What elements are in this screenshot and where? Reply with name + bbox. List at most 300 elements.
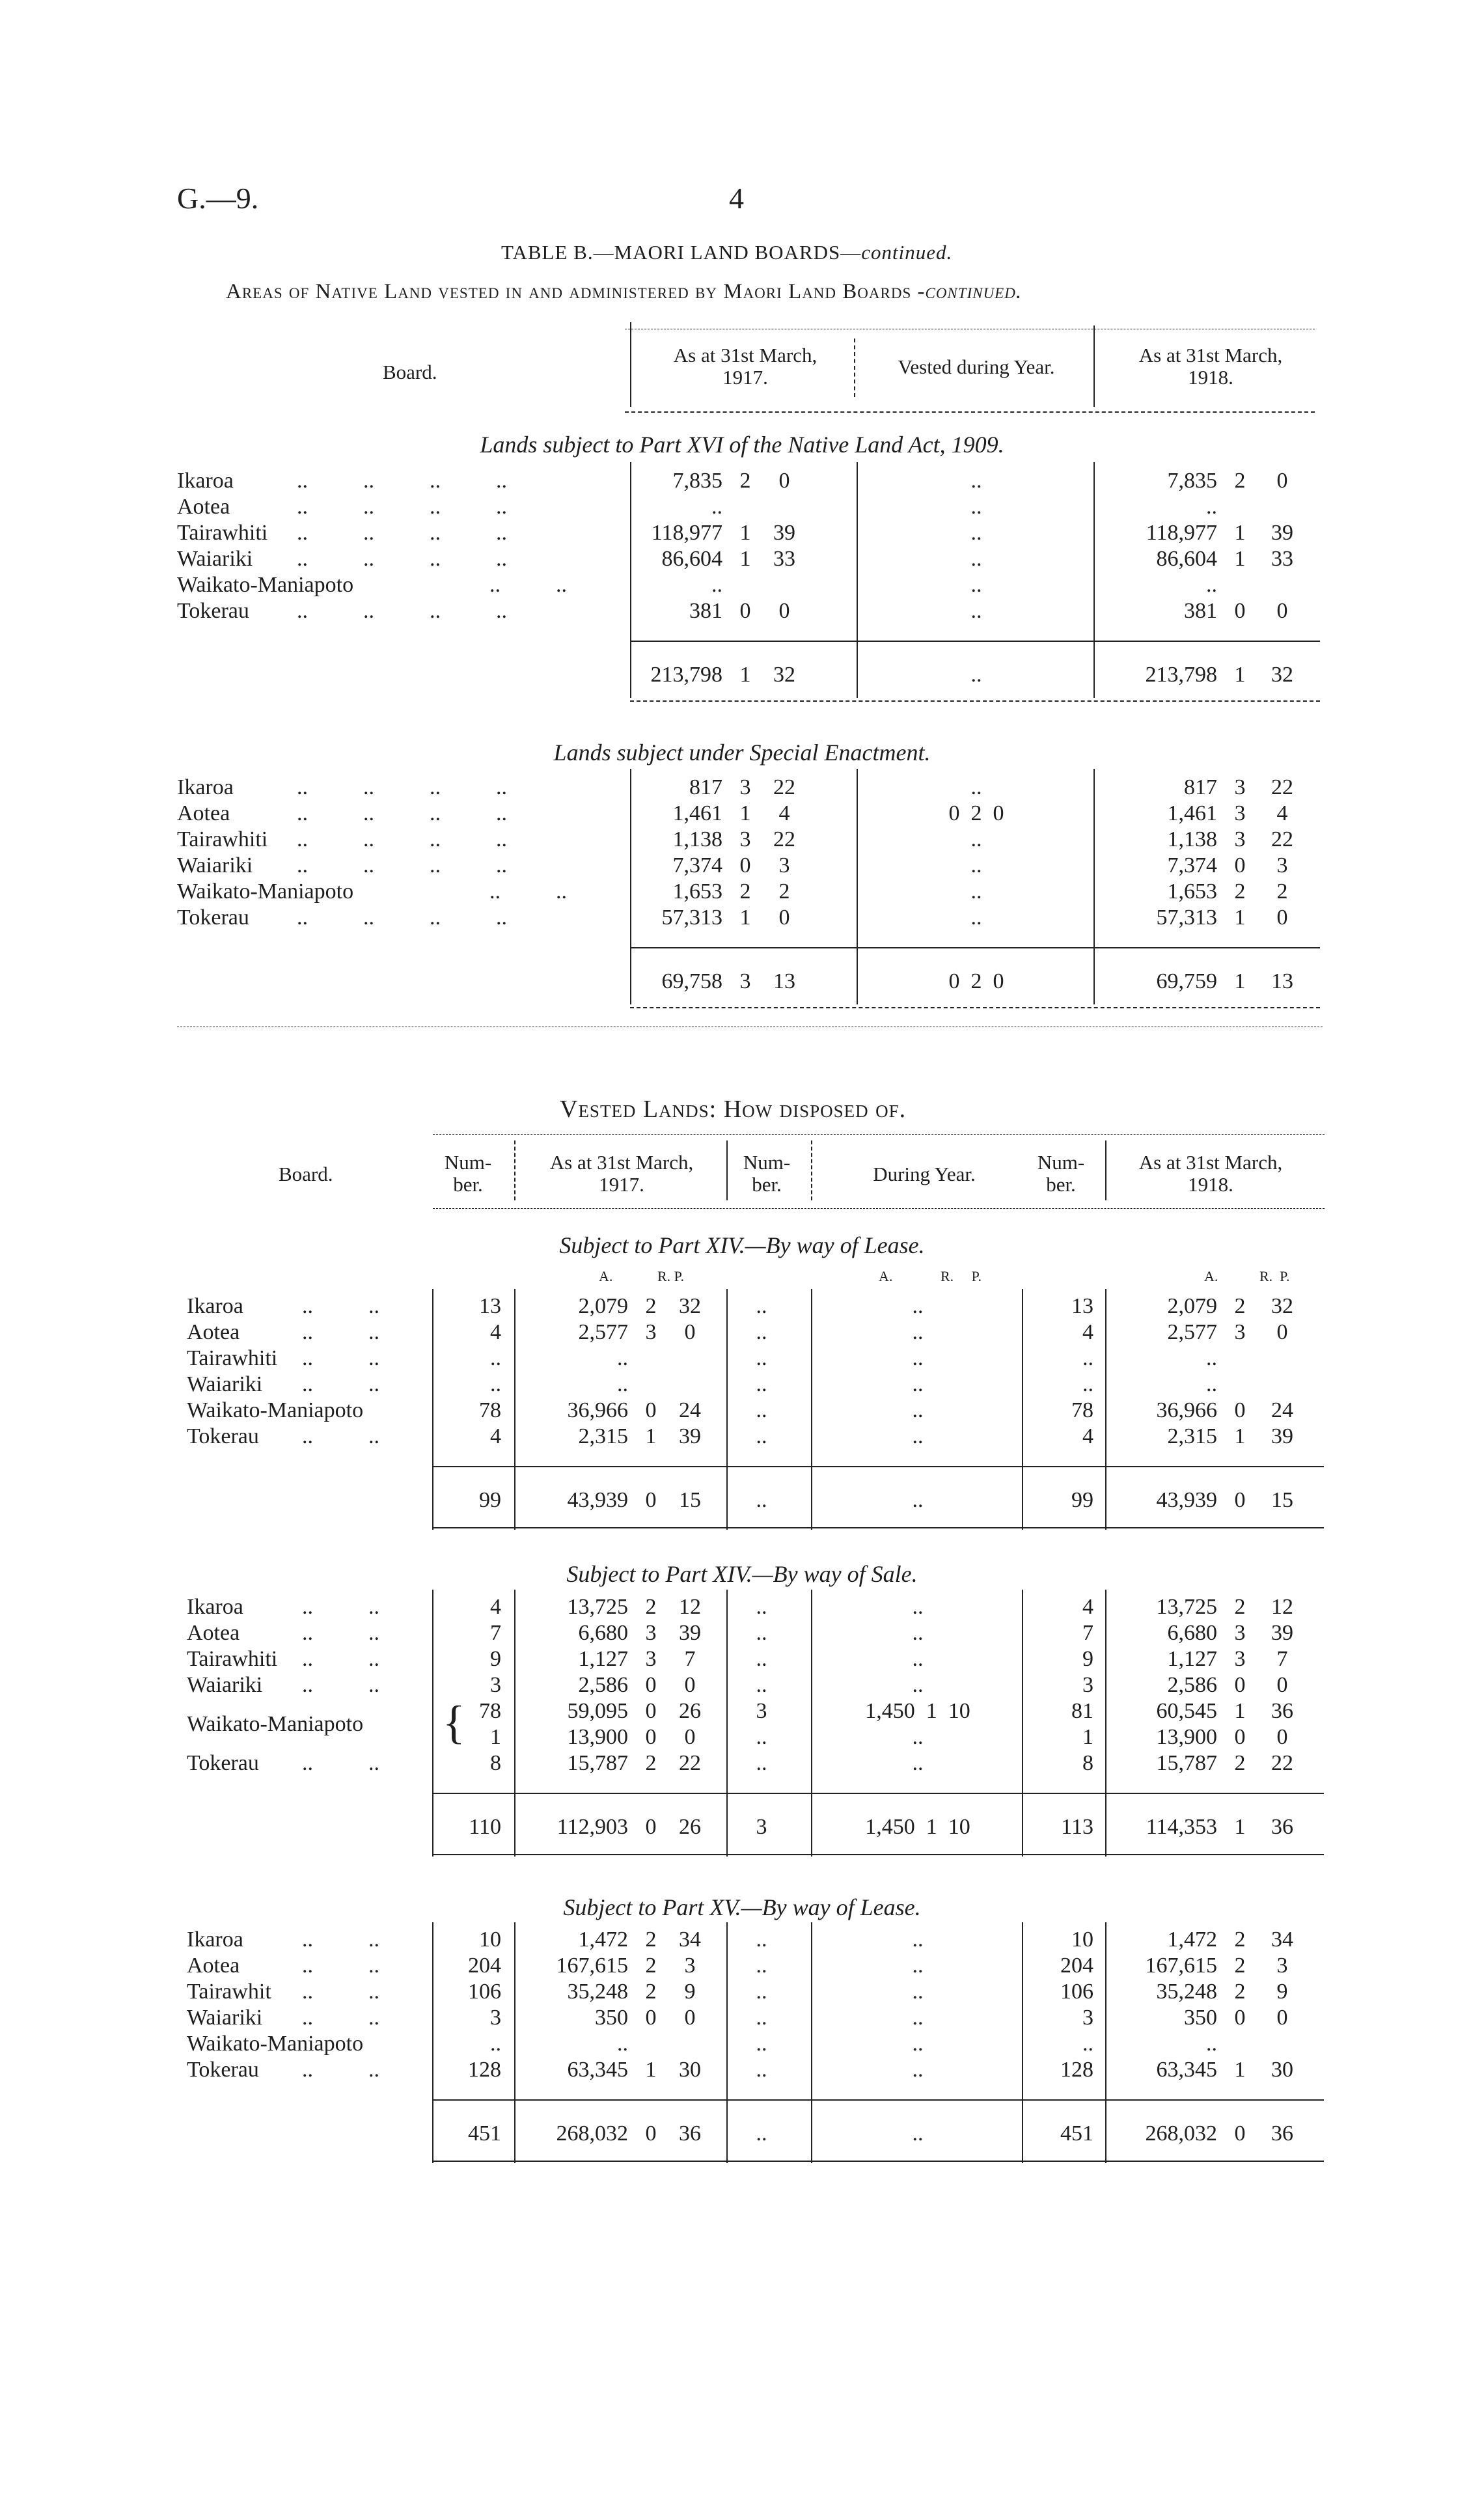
- total-roods-1918: 1: [1234, 969, 1246, 993]
- leader-dots: .. .. .. ..: [297, 827, 507, 851]
- header-board: Board.: [383, 361, 437, 383]
- unit-acres: A.: [599, 1268, 613, 1284]
- total-acres-1918: 268,032: [1145, 2121, 1217, 2146]
- perches-1918: 0: [1276, 1320, 1288, 1344]
- perches-1918: 30: [1271, 2058, 1293, 2082]
- leader-dots: .. ..: [302, 2006, 379, 2030]
- total-area-during-year: ..: [912, 2121, 924, 2146]
- number-1918: 3: [1082, 2006, 1093, 2030]
- total-acres-1917: 69,758: [661, 969, 722, 993]
- roods-1917: 2: [645, 1980, 657, 2004]
- leader-dots: .. .. .. ..: [297, 775, 507, 799]
- perches-1918: 0: [1276, 469, 1288, 493]
- total-rule: [432, 1793, 1324, 1794]
- perches-1917: 33: [773, 547, 795, 571]
- col-divider: [514, 1289, 515, 1530]
- board-name: Waiariki: [177, 547, 253, 571]
- number-1918: 9: [1082, 1647, 1093, 1671]
- perches-1918: 0: [1276, 905, 1288, 930]
- acres-1917: ..: [711, 495, 722, 519]
- perches-1917: 22: [679, 1751, 701, 1775]
- acres-1917: 2,079: [578, 1294, 628, 1318]
- perches-1917: 39: [773, 521, 795, 545]
- perches-1918: 0: [1276, 1725, 1288, 1749]
- area-during-year: ..: [912, 1954, 924, 1978]
- roods-1917: 0: [645, 1673, 657, 1697]
- roods-1917: 1: [739, 547, 751, 571]
- acres-1917: 167,615: [556, 1954, 628, 1978]
- number-during-year: ..: [756, 1595, 767, 1619]
- perches-1917: 0: [684, 1725, 696, 1749]
- acres-1917: 817: [689, 775, 722, 799]
- area-during-year: ..: [912, 1346, 924, 1370]
- total-rule: [432, 1466, 1324, 1467]
- roods-1917: 2: [739, 879, 751, 904]
- roods-1918: 0: [1234, 853, 1246, 877]
- acres-1918: 57,313: [1156, 905, 1217, 930]
- perches-1918: 39: [1271, 521, 1293, 545]
- board-name: Ikaroa: [187, 1595, 243, 1619]
- board-name: Ikaroa: [187, 1927, 243, 1952]
- leader-dots: .. ..: [302, 1673, 379, 1697]
- perches-1917: 39: [679, 1621, 701, 1645]
- acres-1917: 7,835: [672, 469, 722, 493]
- board-name: Ikaroa: [177, 775, 234, 799]
- acres-1917: ..: [711, 573, 722, 597]
- number-1918: 4: [1082, 1595, 1093, 1619]
- roods-1918: 3: [1234, 775, 1246, 799]
- roods-1918: 3: [1234, 1647, 1246, 1671]
- total-roods-1917: 1: [739, 663, 751, 687]
- acres-1918: 381: [1184, 599, 1217, 623]
- perches-1918: 4: [1276, 801, 1288, 825]
- number-during-year: ..: [756, 1725, 767, 1749]
- leader-dots: .. .. .. ..: [297, 547, 507, 571]
- area-during-year: ..: [912, 2058, 924, 2082]
- roods-1918: 3: [1234, 827, 1246, 851]
- board-name: Waikato-Maniapoto: [187, 2032, 364, 2056]
- perches-1917: 4: [778, 801, 790, 825]
- total-vested-during-year: 0 2 0: [948, 969, 1004, 993]
- roods-1917: 2: [739, 469, 751, 493]
- acres-1918: 118,977: [1146, 521, 1217, 545]
- b-header-num1b: ber.: [453, 1173, 483, 1196]
- number-during-year: ..: [756, 1346, 767, 1370]
- roods-1917: 2: [645, 1954, 657, 1978]
- number-1918: 4: [1082, 1320, 1093, 1344]
- leader-dots: .. .. .. ..: [297, 495, 507, 519]
- acres-1918: ..: [1206, 1346, 1217, 1370]
- acres-1918: 6,680: [1167, 1621, 1217, 1645]
- leader-dots: .. .. .. ..: [297, 521, 507, 545]
- leader-dots: .. ..: [302, 1621, 379, 1645]
- roods-1917: 3: [739, 827, 751, 851]
- vested-during-year: ..: [970, 521, 982, 545]
- col-divider: [811, 1289, 812, 1530]
- col-divider: [811, 1922, 812, 2163]
- perches-1917: 22: [773, 775, 795, 799]
- roods-1918: 2: [1234, 1751, 1246, 1775]
- total-acres-1917: 268,032: [556, 2121, 628, 2146]
- roods-1917: 1: [645, 2058, 657, 2082]
- number-1917: 204: [468, 1954, 501, 1978]
- number-1917: 128: [468, 2058, 501, 2082]
- total-perches-1917: 13: [773, 969, 795, 993]
- section-end-rule: [432, 1854, 1324, 1855]
- vested-lands-title: Vested Lands: How disposed of.: [560, 1096, 907, 1123]
- number-1918: ..: [1082, 2032, 1093, 2056]
- b-header-divider: [514, 1140, 515, 1200]
- b-header-col1: As at 31st March,: [549, 1151, 694, 1174]
- total-perches-1917: 26: [679, 1815, 701, 1839]
- total-acres-1917: 112,903: [556, 1815, 628, 1839]
- acres-1917: 2,315: [578, 1424, 628, 1448]
- board-name: Waiariki: [177, 853, 253, 877]
- roods-1918: 2: [1234, 1294, 1246, 1318]
- leader-dots: .. ..: [302, 1980, 379, 2004]
- number-1917: 7: [490, 1621, 501, 1645]
- board-name: Tokerau: [187, 1424, 259, 1448]
- number-1918: 4: [1082, 1424, 1093, 1448]
- page-ref: G.—9.: [177, 182, 259, 215]
- b-header-num3: Num-: [1037, 1151, 1085, 1174]
- roods-1917: 0: [739, 853, 751, 877]
- area-during-year: ..: [912, 1424, 924, 1448]
- roods-1918: 2: [1234, 469, 1246, 493]
- number-during-year: ..: [756, 1372, 767, 1396]
- leader-dots: .. ..: [302, 1372, 379, 1396]
- total-roods-1917: 0: [645, 1815, 657, 1839]
- perches-1917: 12: [679, 1595, 701, 1619]
- board-name: Waikato-Maniapoto: [177, 879, 354, 904]
- acres-1917: ..: [617, 2032, 628, 2056]
- area-during-year: ..: [912, 1980, 924, 2004]
- leader-dots: .. ..: [302, 1647, 379, 1671]
- number-1917: 4: [490, 1424, 501, 1448]
- roods-1918: 1: [1234, 2058, 1246, 2082]
- leader-dots: .. .. .. ..: [297, 905, 507, 930]
- number-during-year: ..: [756, 1621, 767, 1645]
- acres-1917: 6,680: [578, 1621, 628, 1645]
- area-during-year: ..: [912, 1398, 924, 1422]
- total-acres-1918: 69,759: [1156, 969, 1217, 993]
- perches-1917: 3: [684, 1954, 696, 1978]
- area-during-year: ..: [912, 1751, 924, 1775]
- b-header-col3-year: 1918.: [1188, 1173, 1233, 1196]
- section-end-rule: [432, 2161, 1324, 2162]
- b-header-num2: Num-: [743, 1151, 791, 1174]
- perches-1918: 33: [1271, 547, 1293, 571]
- perches-1917: 3: [778, 853, 790, 877]
- acres-1918: 60,545: [1156, 1699, 1217, 1723]
- b-header-col3: As at 31st March,: [1138, 1151, 1283, 1174]
- roods-1918: 1: [1234, 521, 1246, 545]
- section-end-rule: [432, 1527, 1324, 1528]
- leader-dots: .. ..: [302, 2058, 379, 2082]
- board-name: Waikato-Maniapoto: [187, 1712, 364, 1736]
- acres-1918: 1,472: [1167, 1927, 1217, 1952]
- acres-1918: ..: [1206, 2032, 1217, 2056]
- col-divider: [432, 1289, 433, 1530]
- b-header-board: Board.: [279, 1163, 333, 1185]
- acres-1917: 381: [689, 599, 722, 623]
- number-1917: 1: [490, 1725, 501, 1749]
- number-1917: 4: [490, 1595, 501, 1619]
- acres-1918: 13,725: [1156, 1595, 1217, 1619]
- area-during-year: ..: [912, 1595, 924, 1619]
- acres-1917: 13,725: [567, 1595, 628, 1619]
- roods-1918: 0: [1234, 599, 1246, 623]
- leader-dots: .. ..: [302, 1751, 379, 1775]
- number-during-year: ..: [756, 1980, 767, 2004]
- vested-during-year: 0 2 0: [948, 801, 1004, 825]
- acres-1918: 63,345: [1156, 2058, 1217, 2082]
- perches-1918: 9: [1276, 1980, 1288, 2004]
- col-divider: [726, 1590, 728, 1857]
- perches-1918: 39: [1271, 1424, 1293, 1448]
- number-1918: 7: [1082, 1621, 1093, 1645]
- acres-1917: 35,248: [567, 1980, 628, 2004]
- roods-1917: 1: [739, 801, 751, 825]
- acres-1918: 13,900: [1156, 1725, 1217, 1749]
- perches-1918: 22: [1271, 827, 1293, 851]
- perches-1917: 7: [684, 1647, 696, 1671]
- number-during-year: ..: [756, 1927, 767, 1952]
- roods-1918: 3: [1234, 1621, 1246, 1645]
- vested-during-year: ..: [970, 547, 982, 571]
- area-during-year: ..: [912, 1647, 924, 1671]
- acres-1917: 118,977: [651, 521, 722, 545]
- total-perches-1917: 15: [679, 1488, 701, 1512]
- roods-1918: 1: [1234, 1699, 1246, 1723]
- leader-dots: .. ..: [302, 1346, 379, 1370]
- acres-1918: 7,374: [1167, 853, 1217, 877]
- number-1918: 10: [1071, 1927, 1093, 1952]
- area-during-year: ..: [912, 1673, 924, 1697]
- board-name: Tairawhiti: [177, 827, 268, 851]
- board-name: Tairawhiti: [187, 1346, 278, 1370]
- roods-1917: 1: [739, 521, 751, 545]
- number-1917: 106: [468, 1980, 501, 2004]
- total-roods-1918: 0: [1234, 2121, 1246, 2146]
- number-1917: 4: [490, 1320, 501, 1344]
- acres-1918: 1,138: [1167, 827, 1217, 851]
- roods-1917: 2: [645, 1294, 657, 1318]
- board-name: Tairawhit: [187, 1980, 271, 2004]
- top-header-divider: [854, 338, 855, 397]
- area-during-year: ..: [912, 1927, 924, 1952]
- total-rule: [432, 2099, 1324, 2101]
- number-during-year: ..: [756, 1647, 767, 1671]
- total-acres-1918: 43,939: [1156, 1488, 1217, 1512]
- vested-during-year: ..: [970, 573, 982, 597]
- leader-dots: .. .. .. ..: [297, 599, 507, 623]
- leader-dots: .. ..: [302, 1927, 379, 1952]
- total-roods-1917: 0: [645, 2121, 657, 2146]
- total-rule: [630, 947, 1320, 948]
- unit-roods-perches: R. P.: [657, 1268, 684, 1284]
- number-1918: ..: [1082, 1346, 1093, 1370]
- bottom-header-bottom-rule: [433, 1208, 1325, 1209]
- roods-1918: 3: [1234, 801, 1246, 825]
- b-header-divider: [811, 1140, 812, 1200]
- acres-1918: 2,577: [1167, 1320, 1217, 1344]
- header-col3: As at 31st March,: [1138, 344, 1283, 366]
- perches-1917: 0: [684, 2006, 696, 2030]
- board-name: Tairawhiti: [187, 1647, 278, 1671]
- perches-1918: 2: [1276, 879, 1288, 904]
- number-1917: 8: [490, 1751, 501, 1775]
- acres-1918: 2,079: [1167, 1294, 1217, 1318]
- roods-1918: 1: [1234, 905, 1246, 930]
- total-perches-1918: 32: [1271, 663, 1293, 687]
- perches-1918: 0: [1276, 599, 1288, 623]
- perches-1917: 0: [778, 905, 790, 930]
- header-col1-year: 1917.: [722, 366, 768, 389]
- number-during-year: ..: [756, 1954, 767, 1978]
- perches-1918: 32: [1271, 1294, 1293, 1318]
- perches-1917: 32: [679, 1294, 701, 1318]
- acres-1918: 350: [1184, 2006, 1217, 2030]
- perches-1918: 34: [1271, 1927, 1293, 1952]
- perches-1918: 24: [1271, 1398, 1293, 1422]
- acres-1917: 1,461: [672, 801, 722, 825]
- roods-1917: 2: [645, 1927, 657, 1952]
- b-header-divider: [726, 1140, 728, 1200]
- col-divider: [726, 1922, 728, 2163]
- board-name: Waiariki: [187, 1673, 263, 1697]
- b-header-num1: Num-: [444, 1151, 492, 1174]
- number-1918: 3: [1082, 1673, 1093, 1697]
- roods-1917: 0: [645, 1398, 657, 1422]
- perches-1917: 9: [684, 1980, 696, 2004]
- roods-1917: 0: [645, 1725, 657, 1749]
- table-subtitle: Areas of Native Land vested in and administered by Maori Land Boards -continued.: [226, 280, 1023, 303]
- total-acres-1918: 213,798: [1145, 663, 1217, 687]
- number-1918: 204: [1060, 1954, 1093, 1978]
- board-name: Tokerau: [177, 599, 249, 623]
- perches-1917: 0: [684, 1673, 696, 1697]
- col-divider: [432, 1922, 433, 2163]
- board-name: Tokerau: [187, 2058, 259, 2082]
- total-perches-1918: 36: [1271, 2121, 1293, 2146]
- total-roods-1918: 0: [1234, 1488, 1246, 1512]
- perches-1917: 2: [778, 879, 790, 904]
- area-during-year: ..: [912, 1320, 924, 1344]
- number-during-year: ..: [756, 1424, 767, 1448]
- leader-dots: .. ..: [302, 1954, 379, 1978]
- acres-1918: 7,835: [1167, 469, 1217, 493]
- b-header-divider: [1105, 1140, 1106, 1200]
- b-header-col2: During Year.: [873, 1163, 976, 1185]
- acres-1917: 59,095: [567, 1699, 628, 1723]
- acres-1917: 7,374: [672, 853, 722, 877]
- section-title: Subject to Part XIV.—By way of Lease.: [559, 1232, 925, 1258]
- acres-1918: 1,653: [1167, 879, 1217, 904]
- number-during-year: ..: [756, 2032, 767, 2056]
- total-number-1918: 113: [1061, 1815, 1093, 1839]
- total-roods-1917: 0: [645, 1488, 657, 1512]
- unit-acres: A.: [1204, 1268, 1218, 1284]
- board-name: Aotea: [187, 1954, 240, 1978]
- vested-during-year: ..: [970, 879, 982, 904]
- area-during-year: ..: [912, 1294, 924, 1318]
- table-title: TABLE B.—MAORI LAND BOARDS—continued.: [501, 241, 953, 264]
- roods-1918: 3: [1234, 1320, 1246, 1344]
- acres-1917: 13,900: [567, 1725, 628, 1749]
- acres-1918: 2,315: [1167, 1424, 1217, 1448]
- number-1918: 8: [1082, 1751, 1093, 1775]
- perches-1918: 22: [1271, 775, 1293, 799]
- leader-dots: .. ..: [489, 879, 567, 904]
- roods-1918: 0: [1234, 1673, 1246, 1697]
- roods-1917: 1: [645, 1424, 657, 1448]
- number-during-year: ..: [756, 1398, 767, 1422]
- roods-1918: 2: [1234, 879, 1246, 904]
- perches-1918: 3: [1276, 853, 1288, 877]
- area-during-year: ..: [912, 1372, 924, 1396]
- total-number-1917: 451: [468, 2121, 501, 2146]
- total-acres-1918: 114,353: [1146, 1815, 1217, 1839]
- acres-1917: 2,586: [578, 1673, 628, 1697]
- total-acres-1917: 213,798: [650, 663, 722, 687]
- vested-during-year: ..: [970, 853, 982, 877]
- acres-1917: 1,653: [672, 879, 722, 904]
- col-divider: [857, 462, 858, 698]
- area-during-year: ..: [912, 2006, 924, 2030]
- header-col2: Vested during Year.: [898, 355, 1055, 378]
- board-name: Waikato-Maniapoto: [187, 1398, 364, 1422]
- perches-1917: 22: [773, 827, 795, 851]
- acres-1918: ..: [1206, 495, 1217, 519]
- leader-dots: .. ..: [302, 1320, 379, 1344]
- total-vested-during-year: ..: [970, 663, 982, 687]
- number-during-year: ..: [756, 1320, 767, 1344]
- total-number-1917: 99: [479, 1488, 501, 1512]
- acres-1917: 36,966: [567, 1398, 628, 1422]
- number-during-year: 3: [756, 1699, 767, 1723]
- perches-1917: 0: [684, 1320, 696, 1344]
- col-divider: [1093, 462, 1095, 698]
- board-name: Aotea: [177, 495, 230, 519]
- number-1917: 13: [479, 1294, 501, 1318]
- acres-1917: 63,345: [567, 2058, 628, 2082]
- roods-1917: 1: [739, 905, 751, 930]
- leader-dots: .. ..: [302, 1595, 379, 1619]
- total-perches-1918: 15: [1271, 1488, 1293, 1512]
- total-roods-1917: 3: [739, 969, 751, 993]
- col-divider: [514, 1590, 515, 1857]
- number-1918: 1: [1082, 1725, 1093, 1749]
- roods-1918: 2: [1234, 1954, 1246, 1978]
- acres-1917: 57,313: [661, 905, 722, 930]
- leader-dots: .. .. .. ..: [297, 801, 507, 825]
- total-perches-1918: 13: [1271, 969, 1293, 993]
- acres-1918: 2,586: [1167, 1673, 1217, 1697]
- perches-1917: 34: [679, 1927, 701, 1952]
- total-number-1918: 451: [1060, 2121, 1093, 2146]
- leader-dots: .. ..: [302, 1294, 379, 1318]
- top-header-bottom-rule: [625, 411, 1315, 413]
- perches-1918: 0: [1276, 2006, 1288, 2030]
- total-perches-1917: 32: [773, 663, 795, 687]
- roods-1918: 2: [1234, 1595, 1246, 1619]
- roods-1918: 0: [1234, 2006, 1246, 2030]
- acres-1917: 350: [595, 2006, 628, 2030]
- roods-1918: 0: [1234, 1725, 1246, 1749]
- perches-1917: 26: [679, 1699, 701, 1723]
- total-number-during-year: 3: [756, 1815, 767, 1839]
